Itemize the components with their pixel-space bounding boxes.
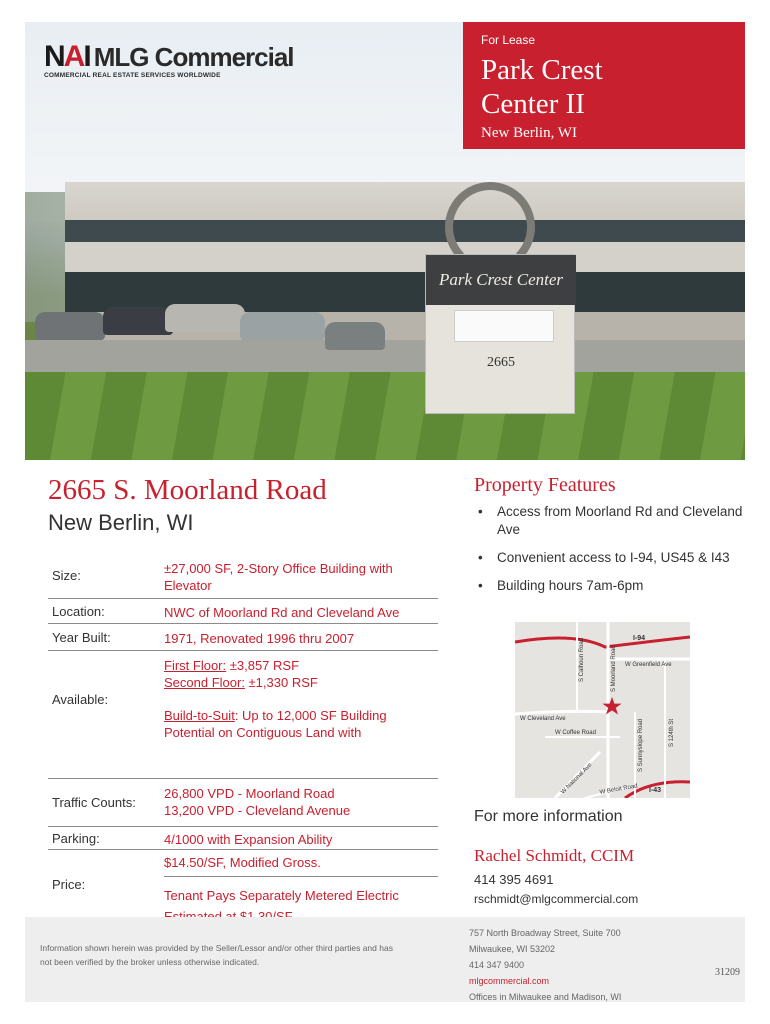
map-road-i94 <box>515 637 690 647</box>
second-floor-line <box>164 674 438 691</box>
document-code: 31209 <box>715 967 740 978</box>
office-locations: Offices in Milwaukee and Madison, WI <box>469 992 622 1002</box>
photo-car <box>240 312 325 340</box>
spec-label: Available: <box>52 692 109 707</box>
map-label-124th: S 124th St <box>669 718 675 747</box>
logo-tagline: COMMERCIAL REAL ESTATE SERVICES WORLDWIDE <box>44 72 221 79</box>
spec-value: 4/1000 with Expansion Ability <box>164 832 333 847</box>
first-floor-label: First Floor: <box>164 658 227 673</box>
map-label-beloit: W Beloit Road <box>599 783 639 796</box>
map-label-national: W National Ave <box>560 762 594 796</box>
photo-sign-number: 2665 <box>487 355 515 370</box>
map-label-i43: I-43 <box>649 787 662 794</box>
spec-value: 1971, Renovated 1996 thru 2007 <box>164 631 355 646</box>
footer-disclaimer: Information shown herein was provided by the Seller/Lessor and/or other third parties and has not been verified by the broker unless otherwise indicated. <box>40 943 393 967</box>
map-label-i94: I-94 <box>633 635 646 642</box>
photo-monument-sign <box>425 254 575 414</box>
footer <box>25 917 745 1002</box>
spec-row-year-built <box>48 624 438 651</box>
second-floor-label: Second Floor: <box>164 675 245 690</box>
map-label-sunnyslope: S Sunnyslope Road <box>638 718 644 772</box>
spec-row-traffic <box>48 779 438 827</box>
more-info-heading: For more information <box>474 808 623 825</box>
map-label-coffee: W Coffee Road <box>555 730 596 736</box>
features-list <box>474 503 744 605</box>
spec-label: Traffic Counts: <box>52 795 136 810</box>
photo-sign-name: Park Crest Center <box>426 255 576 305</box>
spec-label: Year Built: <box>52 630 111 645</box>
spec-row-size <box>48 553 438 599</box>
photo-car <box>103 307 173 335</box>
build-to-suit-value: : Up to 12,000 SF Building Potential on Contiguous Land with <box>164 708 387 740</box>
spec-value: ±27,000 SF, 2-Story Office Building with Elevator <box>164 561 393 593</box>
title-banner <box>463 22 745 149</box>
traffic-cleveland: 13,200 VPD - Cleveland Avenue <box>164 803 351 818</box>
property-city: New Berlin, WI <box>48 510 194 535</box>
spec-label: Size: <box>52 568 81 583</box>
spec-label: Parking: <box>52 831 100 846</box>
spec-row-location <box>48 599 438 624</box>
feature-item: • Access from Moorland Rd and Cleveland Ave <box>474 503 744 539</box>
nai-mlg-logo <box>44 40 294 79</box>
photo-building-windows-upper <box>65 220 745 242</box>
office-address-line2: Milwaukee, WI 53202 <box>469 944 556 954</box>
build-to-suit-label: Build-to-Suit <box>164 708 235 723</box>
banner-city: New Berlin, WI <box>481 125 577 141</box>
logo-text: MLG Commercial <box>93 42 294 72</box>
photo-lawn <box>25 372 745 460</box>
office-website-link[interactable]: mlgcommercial.com <box>469 976 550 986</box>
spec-row-parking <box>48 827 438 850</box>
location-map <box>515 622 690 798</box>
agent-email[interactable]: rschmidt@mlgcommercial.com <box>474 892 639 906</box>
for-lease-label: For Lease <box>481 33 536 47</box>
feature-item: • Convenient access to I-94, US45 & I43 <box>474 549 744 567</box>
office-phone: 414 347 9400 <box>469 960 525 970</box>
nai-logo-mark: NAI <box>44 40 90 73</box>
agent-phone: 414 395 4691 <box>474 872 554 887</box>
map-label-moorland: S Moorland Road <box>611 645 617 692</box>
first-floor-value: ±3,857 RSF <box>226 658 300 673</box>
map-label-greenfield: W Greenfield Ave <box>625 662 672 668</box>
spec-value <box>164 779 438 819</box>
property-spec-table <box>48 553 438 914</box>
traffic-moorland: 26,800 VPD - Moorland Road <box>164 786 335 801</box>
photo-car <box>325 322 385 350</box>
photo-building-band <box>65 242 745 272</box>
first-floor-line <box>164 657 438 674</box>
map-label-cleveland: W Cleveland Ave <box>520 716 566 722</box>
office-address-line1: 757 North Broadway Street, Suite 700 <box>469 928 621 938</box>
feature-item: • Building hours 7am-6pm <box>474 577 744 595</box>
price-electric-line1: Tenant Pays Separately Metered Electric <box>164 888 399 903</box>
second-floor-value: ±1,330 RSF <box>244 675 318 690</box>
photo-car <box>35 312 105 340</box>
spec-value <box>164 651 438 741</box>
photo-car <box>165 304 245 332</box>
spec-label: Location: <box>52 604 105 619</box>
map-label-calhoun: S Calhoun Road <box>579 637 585 682</box>
features-title: Property Features <box>474 474 616 496</box>
spec-row-price <box>48 850 438 914</box>
spec-value: NWC of Moorland Rd and Cleveland Ave <box>164 605 400 620</box>
property-address: 2665 S. Moorland Road <box>48 474 327 506</box>
property-title: Park Crest Center II <box>481 54 603 120</box>
agent-name: Rachel Schmidt, CCIM <box>474 846 635 865</box>
spec-row-available <box>48 651 438 779</box>
footer-office-info <box>469 925 621 1005</box>
photo-sign-tenant-logos <box>454 310 554 342</box>
map-road-cleveland <box>515 711 610 714</box>
map-svg <box>515 622 690 798</box>
price-rate: $14.50/SF, Modified Gross. <box>164 850 438 877</box>
spec-label: Price: <box>52 877 86 892</box>
build-to-suit-line <box>164 707 438 741</box>
